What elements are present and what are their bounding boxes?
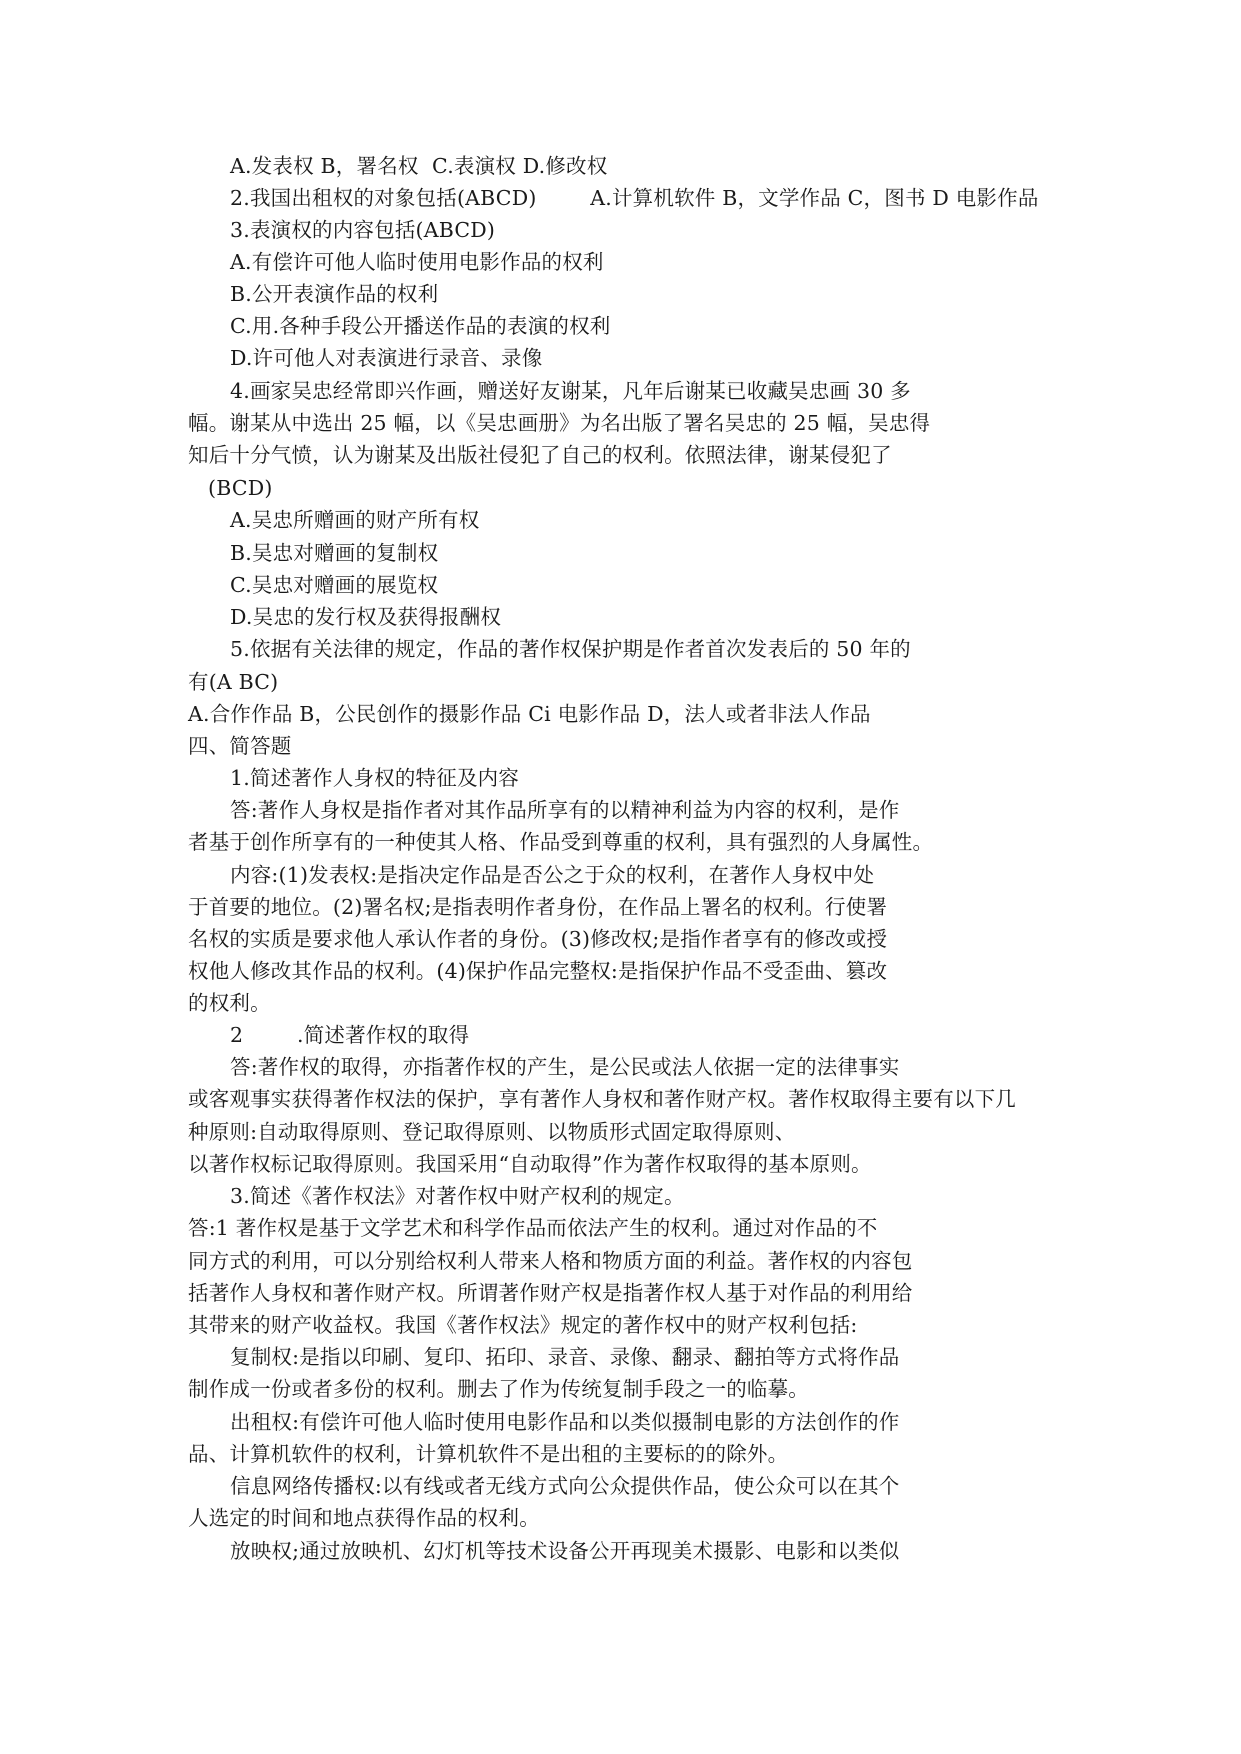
text-line: B.吴忠对赠画的复制权 (230, 541, 439, 565)
text-line: 名权的实质是要求他人承认作者的身份。(3)修改权;是指作者享有的修改或授 (188, 927, 888, 951)
text-line: C.用.各种手段公开播送作品的表演的权利 (230, 314, 611, 338)
section-heading: 四、简答题 (188, 734, 292, 758)
text-line: 权他人修改其作品的权利。(4)保护作品完整权:是指保护作品不受歪曲、篡改 (188, 959, 888, 983)
text-line: 人选定的时间和地点获得作品的权利。 (188, 1506, 540, 1530)
text-line: 于首要的地位。(2)署名权;是指表明作者身份，在作品上署名的权利。行使署 (188, 895, 888, 919)
text-line: 有(A BC) (188, 670, 279, 694)
text-line: A.吴忠所赠画的财产所有权 (230, 508, 480, 532)
text-line: 信息网络传播权:以有线或者无线方式向公众提供作品，使公众可以在其个 (230, 1474, 900, 1498)
text-line: 3.简述《著作权法》对著作权中财产权利的规定。 (230, 1184, 685, 1208)
text-line: 4.画家吴忠经常即兴作画，赠送好友谢某，凡年后谢某已收藏吴忠画 30 多 (230, 379, 911, 403)
text-line: 5.依据有关法律的规定，作品的著作权保护期是作者首次发表后的 50 年的 (230, 637, 911, 661)
text-line: 复制权:是指以印刷、复印、拓印、录音、录像、翻录、翻拍等方式将作品 (230, 1345, 900, 1369)
text-line: 品、计算机软件的权利，计算机软件不是出租的主要标的的除外。 (188, 1442, 789, 1466)
text-line: B.公开表演作品的权利 (230, 282, 439, 306)
text-line: 其带来的财产收益权。我国《著作权法》规定的著作权中的财产权利包括: (188, 1313, 858, 1337)
text-line: 者基于创作所享有的一种使其人格、作品受到尊重的权利，具有强烈的人身属性。 (188, 830, 934, 854)
text-line: 以著作权标记取得原则。我国采用“自动取得”作为著作权取得的基本原则。 (188, 1152, 872, 1176)
text-line: 放映权;通过放映机、幻灯机等技术设备公开再现美术摄影、电影和以类似 (230, 1539, 900, 1563)
text-line: 出租权:有偿许可他人临时使用电影作品和以类似摄制电影的方法创作的作 (230, 1410, 900, 1434)
text-line: 答:著作人身权是指作者对其作品所享有的以精神利益为内容的权利，是作 (230, 798, 900, 822)
text-line: A.发表权 B，署名权 C.表演权 D.修改权 (230, 154, 608, 178)
text-line: 答:著作权的取得，亦指著作权的产生，是公民或法人依据一定的法律事实 (230, 1055, 900, 1079)
text-line: D.许可他人对表演进行录音、录像 (230, 346, 543, 370)
text-line: 答:1 著作权是基于文学艺术和科学作品而依法产生的权利。通过对作品的不 (188, 1216, 878, 1240)
text-line: 括著作人身权和著作财产权。所谓著作财产权是指著作权人基于对作品的利用给 (188, 1281, 913, 1305)
text-line: 的权利。 (188, 991, 271, 1015)
text-line: 种原则:自动取得原则、登记取得原则、以物质形式固定取得原则、 (188, 1120, 796, 1144)
text-line: 1.简述著作人身权的特征及内容 (230, 766, 520, 790)
text-line: 知后十分气愤，认为谢某及出版社侵犯了自己的权利。依照法律，谢某侵犯了 (188, 443, 892, 467)
text-line: D.吴忠的发行权及获得报酬权 (230, 605, 502, 629)
text-line: 或客观事实获得著作权法的保护，享有著作人身权和著作财产权。著作权取得主要有以下几 (188, 1087, 1016, 1111)
text-line: 同方式的利用，可以分别给权利人带来人格和物质方面的利益。著作权的内容包 (188, 1249, 913, 1273)
text-line: 制作成一份或者多份的权利。删去了作为传统复制手段之一的临摹。 (188, 1377, 809, 1401)
text-line: (BCD) (208, 476, 273, 500)
text-line: 2.我国出租权的对象包括(ABCD) A.计算机软件 B，文学作品 C，图书 D 电影作品 (230, 186, 1039, 210)
text-line: 2 .简述著作权的取得 (230, 1023, 470, 1047)
text-line: 内容:(1)发表权:是指决定作品是否公之于众的权利，在著作人身权中处 (230, 863, 875, 887)
text-line: 3.表演权的内容包括(ABCD) (230, 218, 496, 242)
text-line: 幅。谢某从中选出 25 幅，以《吴忠画册》为名出版了署名吴忠的 25 幅，吴忠得 (188, 411, 931, 435)
text-line: C.吴忠对赠画的展览权 (230, 573, 439, 597)
text-line: A.合作作品 B，公民创作的摄影作品 Ci 电影作品 D，法人或者非法人作品 (188, 702, 871, 726)
text-line: A.有偿许可他人临时使用电影作品的权利 (230, 250, 604, 274)
